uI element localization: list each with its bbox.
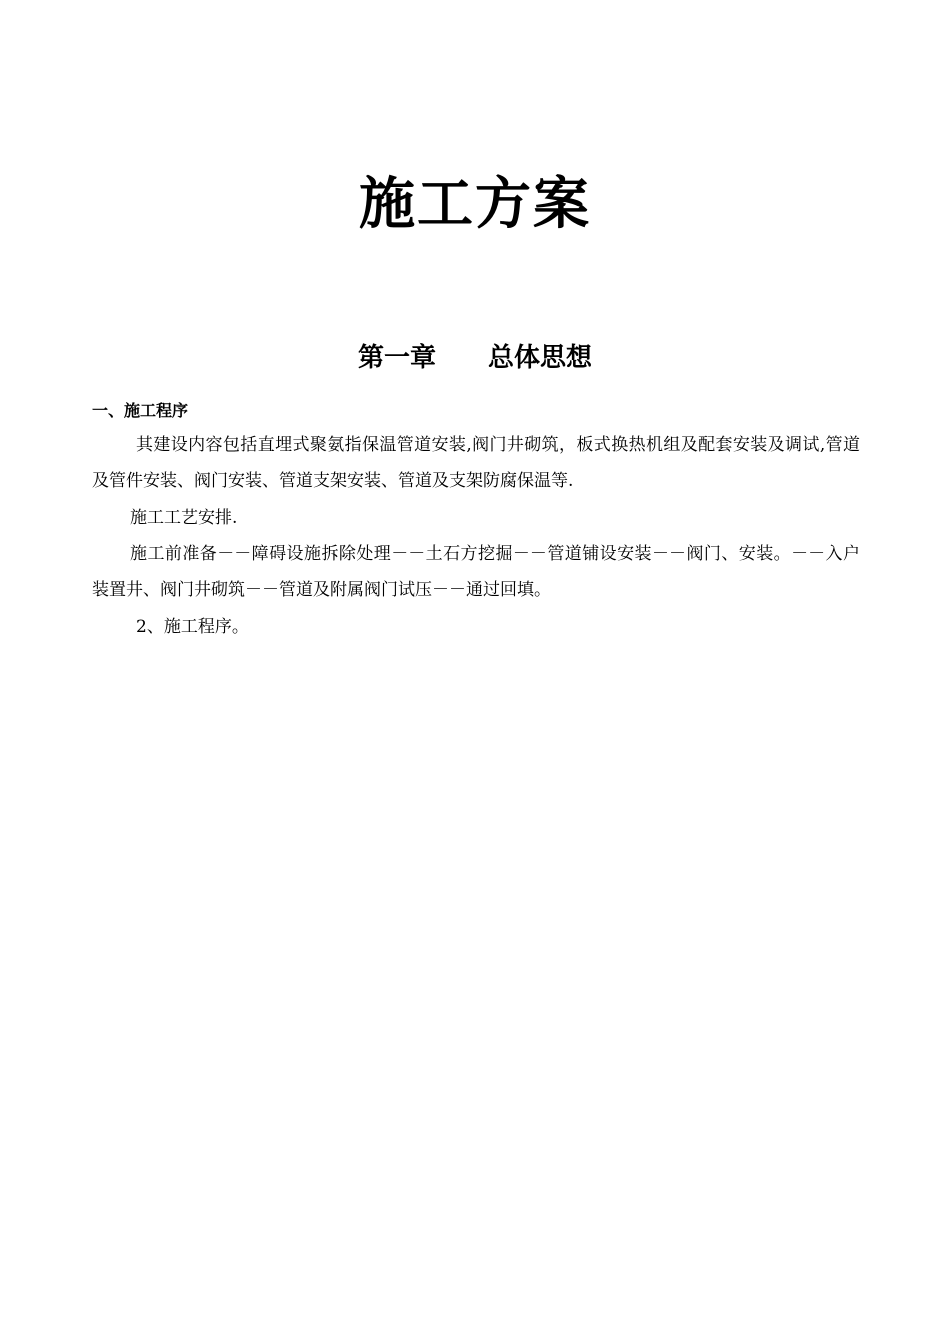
paragraph: 2、施工程序。 xyxy=(136,617,249,637)
document-title: 施工方案 xyxy=(359,171,591,237)
chapter-label: 第一章 xyxy=(357,343,436,373)
chapter-gap xyxy=(436,343,488,373)
paragraph: 其建设内容包括直埋式聚氨指保温管道安装,阀门井砌筑，板式换热机组及配套安装及调试,管道及管件安装、阀门安装、管道支架安装、管道及支架防腐保温等. xyxy=(92,435,860,491)
chapter-heading xyxy=(0,338,950,378)
section-heading: 一、施工程序 xyxy=(92,401,189,420)
paragraph: 施工前准备－－障碍设施拆除处理－－土石方挖掘－－管道铺设安装－－阀门、安装。－－入户装置井、阀门井砌筑－－管道及附属阀门试压－－通过回填。 xyxy=(92,544,860,600)
chapter-name: 总体思想 xyxy=(488,343,593,373)
paragraph: 施工工艺安排. xyxy=(130,508,238,528)
